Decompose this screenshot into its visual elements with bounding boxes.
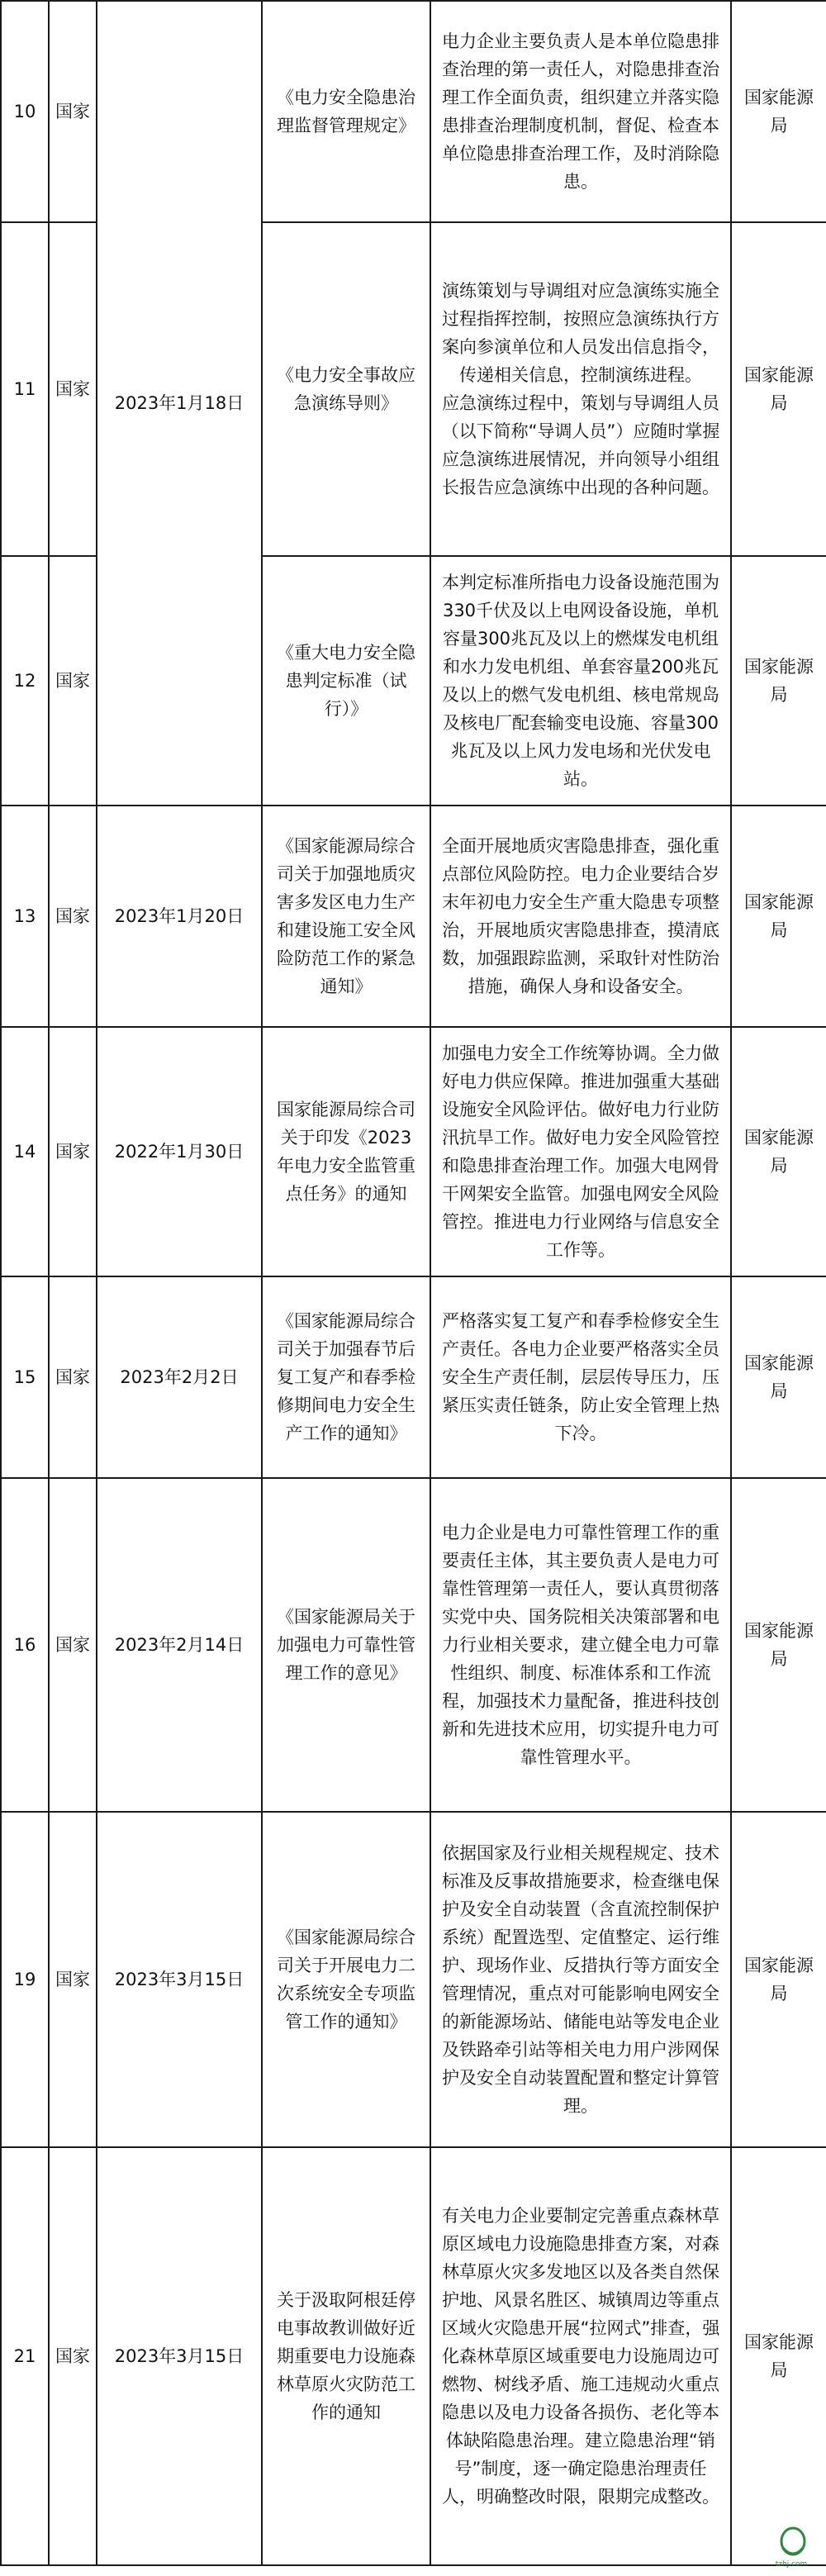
watermark-logo-text: tzhj.com: [775, 2560, 808, 2569]
table-row: [1, 2147, 826, 2565]
row-level: 国家: [49, 556, 97, 806]
row-title: 关于汲取阿根廷停电事故教训做好近期重要电力设施森林草原火灾防范工作的通知: [262, 2147, 430, 2565]
row-content: [430, 1276, 731, 1478]
row-number: 13: [1, 806, 49, 1027]
row-title: 《重大电力安全隐患判定标准（试行）》: [262, 556, 430, 806]
row-level: 国家: [49, 1812, 97, 2147]
row-department: 国家能源局: [731, 1812, 826, 2147]
content-paragraph: 演练策划与导调组对应急演练实施全过程指挥控制，按照应急演练执行方案向参演单位和人员发出信息指令，传递相关信息，控制演练进程。: [442, 281, 719, 385]
content-paragraph: 加强电力安全工作统筹协调。全力做好电力供应保障。推进加强重大基础设施安全风险评估。做好电力行业防汛抗旱工作。做好电力安全风险管控和隐患排查治理工作。加强大电网骨干网架安全监管。加强电网安全风险管控。推进电力行业网络与信息安全工作等。: [442, 1043, 719, 1260]
content-paragraph: 应急演练过程中，策划与导调组人员（以下简称“导调人员”）应随时掌握应急演练进展情况，并向领导小组组长报告应急演练中出现的各种问题。: [441, 393, 720, 497]
row-content: [430, 1027, 731, 1276]
row-level: 国家: [49, 1276, 97, 1478]
row-department: 国家能源局: [731, 806, 826, 1027]
row-level: 国家: [49, 1, 97, 222]
row-number: 16: [1, 1478, 49, 1812]
content-paragraph: 全面开展地质灾害隐患排查，强化重点部位风险防控。电力企业要结合岁末年初电力安全生产重大隐患专项整治，开展地质灾害隐患排查，摸清底数，加强跟踪监测，采取针对性防治措施，确保人身和设备安全。: [442, 836, 719, 996]
row-content: [430, 1, 731, 222]
row-department: 国家能源局: [731, 1, 826, 222]
row-content: [430, 806, 731, 1027]
row-date: 2023年3月15日: [97, 2147, 262, 2565]
content-paragraph: 严格落实复工复产和春季检修安全生产责任。各电力企业要严格落实全员安全生产责任制，层层传导压力，压紧压实责任链条，防止安全管理上热下冷。: [442, 1311, 719, 1443]
table-row: [1, 1812, 826, 2147]
row-department: 国家能源局: [731, 556, 826, 806]
row-number: 12: [1, 556, 49, 806]
content-paragraph: 本判定标准所指电力设备设施范围为330千伏及以上电网设备设施，单机容量300兆瓦及以上的燃煤发电机组和水力发电机组、单套容量200兆瓦及以上的燃气发电机组、核电常规岛及核电厂配套输变电设施、容量300兆瓦及以上风力发电场和光伏发电站。: [442, 573, 719, 789]
row-content: [430, 1478, 731, 1812]
row-number: 21: [1, 2147, 49, 2565]
row-number: 14: [1, 1027, 49, 1276]
row-level: 国家: [49, 2147, 97, 2565]
content-paragraph: 依据国家及行业相关规程规定、技术标准及反事故措施要求，检查继电保护及安全自动装置（含直流控制保护系统）配置选型、定值整定、运行维护、现场作业、反措执行等方面安全管理情况，重点对可能影响电网安全的新能源场站、储能电站等发电企业及铁路牵引站等相关电力用户涉网保护及安全自动装置配置和整定计算管理。: [442, 1843, 719, 2116]
content-paragraph: 电力企业主要负责人是本单位隐患排查治理的第一责任人，对隐患排查治理工作全面负责，组织建立并落实隐患排查治理制度机制，督促、检查本单位隐患排查治理工作，及时消除隐患。: [442, 31, 719, 192]
row-level: 国家: [49, 1478, 97, 1812]
row-number: 11: [1, 222, 49, 556]
row-level: 国家: [49, 222, 97, 556]
row-date: 2023年3月15日: [97, 1812, 262, 2147]
row-department: 国家能源局: [731, 222, 826, 556]
row-number: 15: [1, 1276, 49, 1478]
row-title: 《国家能源局综合司关于开展电力二次系统安全专项监管工作的通知》: [262, 1812, 430, 2147]
row-content: [430, 556, 731, 806]
row-date: 2023年2月14日: [97, 1478, 262, 1812]
content-paragraph: 有关电力企业要制定完善重点森林草原区域电力设施隐患排查方案，对森林草原火灾多发地区以及各类自然保护地、风景名胜区、城镇周边等重点区域火灾隐患开展“拉网式”排查，强化森林草原区域重要电力设施周边可燃物、树线矛盾、施工违规动火重点隐患以及电力设备各损伤、老化等本体缺陷隐患治理。建立隐患治理“销号”制度，逐一确定隐患治理责任人，明确整改时限，限期完成整改。: [441, 2206, 720, 2507]
row-level: 国家: [49, 806, 97, 1027]
content-paragraph: 电力企业是电力可靠性管理工作的重要责任主体，其主要负责人是电力可靠性管理第一责任人，要认真贯彻落实党中央、国务院相关决策部署和电力行业相关要求，建立健全电力可靠性组织、制度、标准体系和工作流程，加强技术力量配备，推进科技创新和先进技术应用，切实提升电力可靠性管理水平。: [442, 1523, 719, 1767]
row-content: [430, 2147, 731, 2565]
row-date: 2023年1月18日: [97, 1, 262, 806]
table-row: [1, 1478, 826, 1812]
row-level: 国家: [49, 1027, 97, 1276]
row-department: 国家能源局: [731, 1276, 826, 1478]
row-content: [430, 1812, 731, 2147]
row-title: 国家能源局综合司关于印发《2023年电力安全监管重点任务》的通知: [262, 1027, 430, 1276]
table-row: [1, 1276, 826, 1478]
row-number: 10: [1, 1, 49, 222]
row-title: 《电力安全事故应急演练导则》: [262, 222, 430, 556]
row-date: 2023年2月2日: [97, 1276, 262, 1478]
row-number: 19: [1, 1812, 49, 2147]
row-department: 国家能源局: [731, 1478, 826, 1812]
table-row: [1, 1, 826, 222]
row-title: 《国家能源局关于加强电力可靠性管理工作的意见》: [262, 1478, 430, 1812]
row-date: 2023年1月20日: [97, 806, 262, 1027]
row-date: 2022年1月30日: [97, 1027, 262, 1276]
watermark-logo-icon: [768, 2523, 814, 2569]
row-department: 国家能源局: [731, 1027, 826, 1276]
row-title: 《国家能源局综合司关于加强地质灾害多发区电力生产和建设施工安全风险防范工作的紧急通知》: [262, 806, 430, 1027]
table-row: [1, 806, 826, 1027]
row-content: [430, 222, 731, 556]
table-row: [1, 1027, 826, 1276]
row-title: 《国家能源局综合司关于加强春节后复工复产和春季检修期间电力安全生产工作的通知》: [262, 1276, 430, 1478]
row-department: 国家能源局: [731, 2147, 826, 2565]
row-title: 《电力安全隐患治理监督管理规定》: [262, 1, 430, 222]
